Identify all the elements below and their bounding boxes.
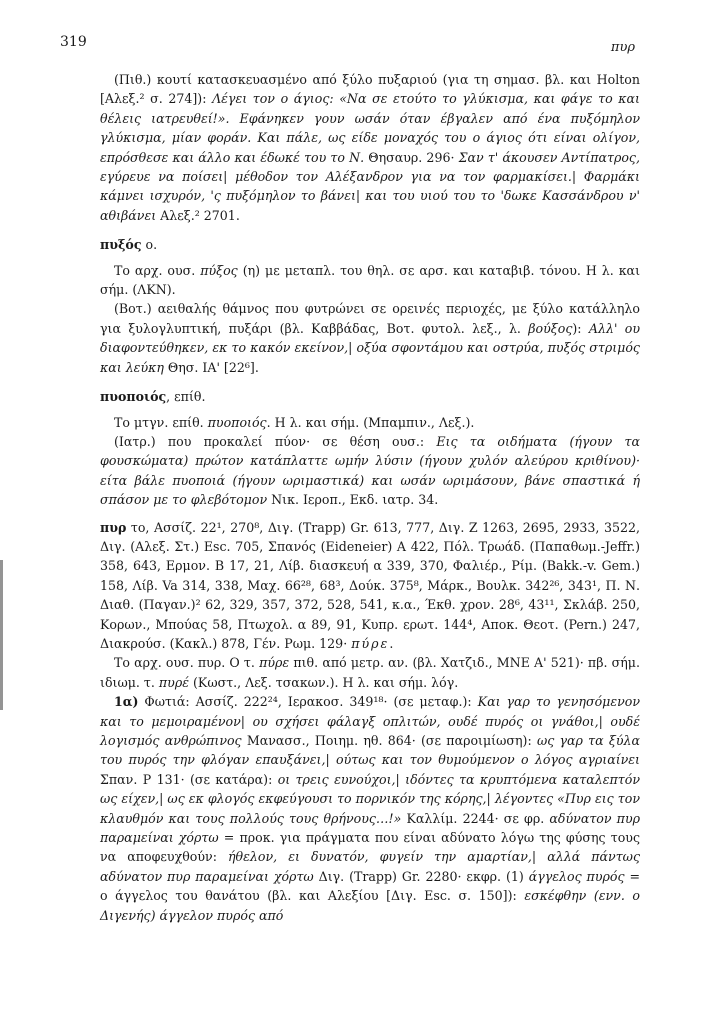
citation: Θησαυρ. 296· (368, 149, 459, 165)
quotation: ήθελον, ει δυνατόν, φυγείν την αμαρτίαν,| αλλά πάντως αδύνατον πυρ παραμείναι χόρτω (100, 849, 641, 884)
text-run: (Ιατρ.) που προκαλεί πύον· σε θέση ουσ.: (114, 433, 437, 449)
part-of-speech: , επίθ. (166, 389, 206, 405)
word-form: πυρέ (158, 674, 190, 690)
text-run: ): (572, 320, 589, 336)
word-form: πύρε (351, 635, 390, 651)
word-form: πύρε (259, 655, 290, 671)
text-run: Το αρχ. ουσ. (114, 262, 201, 278)
phrase: αδύνατον πυρ παραμείναι χόρτω (100, 810, 641, 846)
citation: Αλεξ.² 2701. (160, 207, 240, 223)
citation: Διγ. (Trapp) Gr. 2280· εκφρ. (1) (318, 868, 529, 884)
spacer (100, 510, 640, 518)
word-form: πυοποιός (207, 414, 267, 430)
etymology-paragraph (100, 261, 640, 300)
sense-number: 1α) (114, 694, 139, 710)
text-run: (η) με μεταπλ. του θηλ. σε αρσ. και καταβιβ. τόνου. Η λ. και σήμ. (ΛΚΝ). (100, 262, 641, 298)
text-run: = πρoκ. για πράγματα που είναι αδύνατο λόγω της φύσης τους να αποφευχθούν: (100, 830, 640, 865)
quotation: Και γαρ το γενησόμενον και το μεμοιραμένον| ου σχήσει φάλαγξ οπλιτών, ουδέ πυρός οι γνάθοι,| ουδέ λογισμός ανθρώπινος (100, 694, 640, 748)
citation: Μανασσ., Ποιημ. ηθ. 864· (σε παροιμίωση): (246, 733, 537, 748)
definition-paragraph (100, 432, 640, 510)
lemma: πυρ (100, 519, 127, 535)
definition-paragraph (100, 299, 640, 377)
text-run: Το αρχ. ουσ. πυρ. Ο τ. (114, 655, 260, 671)
attestations: το, Ασσίζ. 22¹, 270⁸, Διγ. (Trapp) Gr. 613, 777, Διγ. Ζ 1263, 2695, 2933, 3522, Διγ. (Αλεξ. Στ.) Esc. 705, Σπανός (Eideneier) Α 422, Πόλ. Τρωάδ. (Παπαθωμ.-Jeffr.) 358, 643, Ερμον. Β 17, 21, Λίβ. διασκευή α 339, 370, Φαλιέρ., Ρίμ. (Bakk.-v. Gem.) 158, Λίβ. Va 314, 338, Μαχ. 66²⁸, 68³, Δούκ. 375⁸, Μάρκ., Βουλκ. 342²⁶, 343¹, Π. Ν. Διαθ. (Παγαν.)² 62, 329, 357, 372, 528, 541, κ.α., Έκθ. χρον. 28⁶, 43¹¹, Σκλάβ. 250, Κορων., Μπούας 58, Πτωχολ. α 89, 91, Κυπρ. ερωτ. 144⁴, Αποκ. Θεοτ. (Pern.) 247, Διακρούσ. (Κακλ.) 878, Γέν. Ρωμ. 129· (100, 519, 640, 651)
text-run: . Η λ. και σήμ. (Μπαμπιν., Λεξ.). (266, 414, 475, 430)
page-number: 319 (60, 34, 87, 50)
sense-paragraph (100, 692, 640, 925)
quotation: εσκέφθην (ενν. ο Διγενής) άγγελον πυρός από (100, 888, 640, 923)
text-run: (Κωστ., Λεξ. τσακων.). Η λ. και σήμ. λόγ. (189, 674, 459, 690)
entry-head-pyr (100, 518, 640, 654)
text-run: πιθ. από μετρ. αν. (βλ. Χατζιδ., ΜΝΕ Α' 521)· πβ. σήμ. ιδιωμ. τ. (100, 655, 640, 690)
text-run: . (389, 635, 394, 651)
text-run: = ο άγγελος του θανάτου (βλ. και Αλεξίου [Διγ. Esc. σ. 150]): (100, 868, 640, 904)
quotation: οι τρεις ευνούχοι,| ιδόντες τα κρυπτόμενα καταλεπτόν ως είχεν,| ως εκ φλογός εκφεύγουσι το πορνικόν της κόρης,| λέγοντες «Πυρ εις τον κλαυθμόν και τους πολλούς τους θρήνους…!» (100, 771, 640, 826)
dictionary-text (100, 70, 640, 925)
entry-head-pyopoios (100, 387, 640, 406)
quotation: Αλλ' ου διαφοντεύθηκεν, εκ το κακόν εκείνον,| οξύα σφοντάμου και οστρύα, πυξός στριμός και λεύκη (100, 320, 640, 375)
word-form: πύξος (200, 262, 238, 278)
citation: Σπαν. Ρ 131· (σε κατάρα): (100, 771, 278, 787)
text-run: (Βοτ.) αειθαλής θάμνος που φυτρώνει σε ορεινές περιοχές, με ξύλο κατάλληλο για ξυλογλυπτική, πυξάρι (βλ. Καββάδας, Βοτ. φυτολ. λεξ., λ. (100, 301, 640, 336)
binding-edge-shadow (0, 560, 3, 710)
citation: Νικ. Ιεροπ., Εκδ. ιατρ. 34. (271, 492, 439, 508)
quotation: Σαν τ' άκουσεν Αντίπατρος, εγύρευε να ποίσει| μέθοδον τον Αλέξανδρον για να τον φαρμακίσει.| Φαρμάκι κάμνει ισχυρόν, 'ς πυξόμηλον το βάνει| και του υιού του το 'δωκε Κασσάνδρου ν' αθιβάνει (100, 149, 640, 223)
entry-head-pyxos (100, 235, 640, 254)
text-run: (Πιθ.) κουτί κατασκευασμένο από ξύλο πυξαριού (για τη σημασ. βλ. και Holton [Αλεξ.² σ. 274]): (100, 72, 640, 107)
phrase: άγγελος πυρός (528, 868, 625, 884)
text-run: Φωτιά: Ασσίζ. 222²⁴, Ιερακοσ. 349¹⁸· (σε μεταφ.): (138, 694, 478, 710)
etymology-paragraph (100, 653, 640, 692)
quotation: ως γαρ τα ξύλα του πυρός την φλόγαν επαυξάνει,| ούτως και τον θυμούμενον ο λόγος αγριαίνει (100, 733, 640, 768)
quotation: Λέγει τον ο άγιος: «Να σε ετούτο το γλύκισμα, και φάγε το και θέλεις ιατρευθεί!». Εφάνηκεν γουν ωσάν όταν έβγαλεν από ένα πυξόμηλον γλύκισμα, μίαν φοράν. Και πάλε, ως είδε μοναχός του ο άγιος ότι είναι ολίγον, επρόσθεσε και άλλο και έδωκέ του το Ν. (100, 91, 640, 165)
lemma: πυοποιός (100, 389, 167, 405)
lemma: πυξός (100, 237, 142, 253)
continuation-paragraph (100, 70, 640, 225)
citation: Καλλίμ. 2244· σε φρ. (406, 810, 550, 826)
running-head: πυρ (610, 40, 635, 55)
part-of-speech: ο. (141, 237, 158, 253)
quotation: Εις τα οιδήματα (ήγουν τα φουσκώματα) πρώτον κατάπλαττε ωμήν λύσιν (ήγουν χυλόν αλεύρου κριθίνου)· είτα βάλε πυοποιά (ήγουν ωριμαστικά) και ωσάν ωριμάσουν, βάνε σπαστικά ή σπάσον με το φλεβότομον (100, 433, 640, 508)
text-run: Το μτγν. επίθ. (114, 414, 208, 430)
word-form: βούξος (528, 320, 573, 336)
etymology-paragraph (100, 413, 640, 432)
citation: Θησ. ΙΑ' [22⁶]. (167, 359, 259, 375)
